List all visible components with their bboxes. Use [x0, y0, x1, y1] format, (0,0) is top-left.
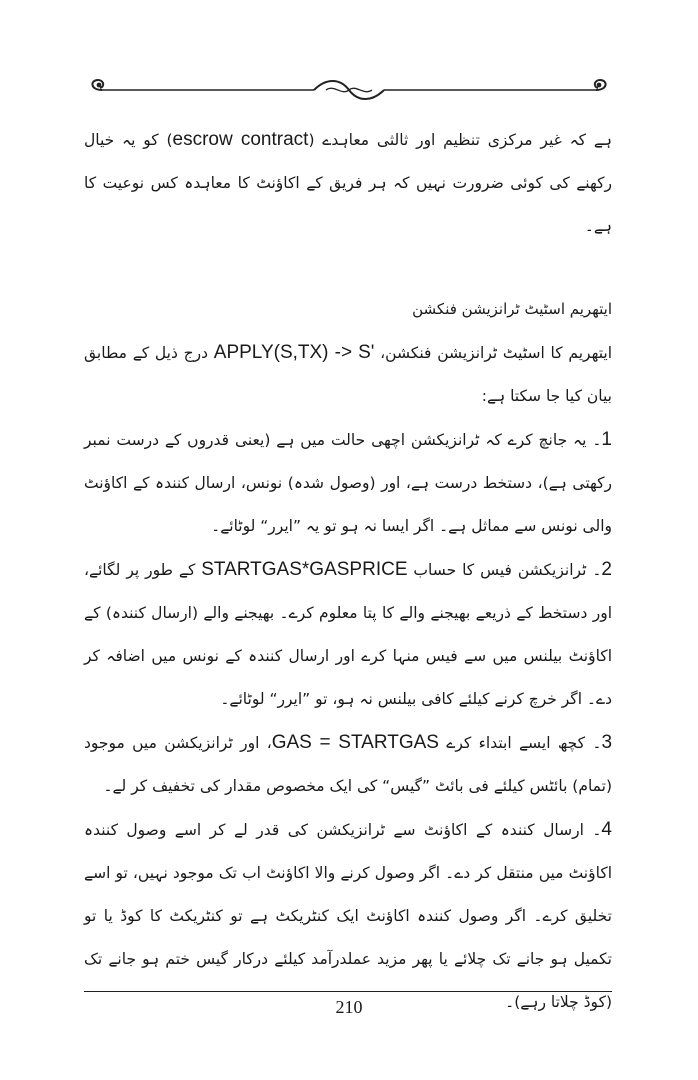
intro-text-before: ہے کہ غیر مرکزی تنظیم اور ثالثی معاہدے (: [308, 131, 613, 149]
section-heading: ایتھریم اسٹیٹ ٹرانزیشن فنکشن: [412, 300, 612, 318]
step-text-after: کے طور پر لگائے، اور دستخط کے ذریعے بھیجنے والے کا پتا معلوم کرے۔ بھیجنے والے (ارسال کنندہ) کے اکاؤنٹ بیلنس میں سے فیس منہا کرے اور ارسال کنندہ کے نونس میں اضافہ کر دے۔ اگر خرچ کرنے کیلئے کافی بیلنس نہ ہو، تو ”ایرر“ لوٹائے۔: [84, 561, 612, 708]
step-number: 4: [601, 819, 612, 840]
step-3: [84, 721, 612, 808]
definition-text-after: درج ذیل کے مطابق بیان کیا جا سکتا ہے:: [84, 344, 612, 405]
gas-formula: GAS = STARTGAS: [271, 732, 439, 753]
step-number: 2: [601, 559, 612, 580]
paragraph-spacer: [84, 248, 612, 288]
ornamental-header-rule: [88, 74, 610, 104]
step-text: ۔ یہ جانچ کرے کہ ٹرانزیکشن اچھی حالت میں ہے (یعنی قدروں کے درست نمبر رکھتی ہے)، دستخط درست ہے، اور (وصول شدہ) نونس، ارسال کنندہ کے اکاؤنٹ والی نونس سے مماثل ہے۔ اگر ایسا نہ ہو تو یہ ”ایرر“ لوٹائے۔: [84, 431, 612, 535]
footer-rule: [84, 991, 612, 992]
step-1: [84, 418, 612, 548]
intro-text-after: ) کو یہ خیال رکھنے کی کوئی ضرورت نہیں کہ ہر فریق کے اکاؤنٹ کا معاہدہ کس نوعیت کا ہے۔: [84, 131, 612, 235]
step-2: [84, 548, 612, 721]
step-text-before: ۔ ٹرانزیکشن فیس کا حساب: [407, 561, 602, 579]
body-text: [84, 118, 612, 1024]
step-text-after: ، اور ٹرانزیکشن میں موجود (تمام) بائٹس کیلئے فی بائٹ ”گیس“ کی ایک مخصوص مقدار کی تخفیف کر لے۔: [84, 734, 612, 795]
step-number: 3: [601, 732, 613, 753]
step-text: ۔ ارسال کنندہ کے اکاؤنٹ سے ٹرانزیکشن کی قدر لے کر اسے وصول کنندہ اکاؤنٹ میں منتقل کر دے۔ اگر وصول کرنے والا اکاؤنٹ اب تک موجود نہیں، تو اسے تخلیق کرے۔ اگر وصول کنندہ اکاؤنٹ ایک کنٹریکٹ ہے تو کنٹریکٹ کا کوڈ یا تو تکمیل ہو جانے تک چلائے یا پھر مزید عملدرآمد کیلئے درکار گیس ختم ہو جانے تک (کوڈ چلاتا رہے)۔: [84, 821, 612, 1011]
fee-formula: STARTGAS*GASPRICE: [201, 559, 408, 580]
step-number: 1: [601, 429, 612, 450]
page-number: 210: [335, 997, 363, 1017]
apply-formula: APPLY(S,TX) -> S': [213, 342, 375, 363]
intro-paragraph: [84, 118, 612, 248]
definition-paragraph: [84, 331, 612, 418]
step-text-before: ۔ کچھ ایسے ابتداء کرے: [438, 734, 602, 752]
definition-text-before: ایتھریم کا اسٹیٹ ٹرانزیشن فنکشن،: [374, 344, 613, 362]
escrow-contract-term: escrow contract: [172, 129, 309, 150]
